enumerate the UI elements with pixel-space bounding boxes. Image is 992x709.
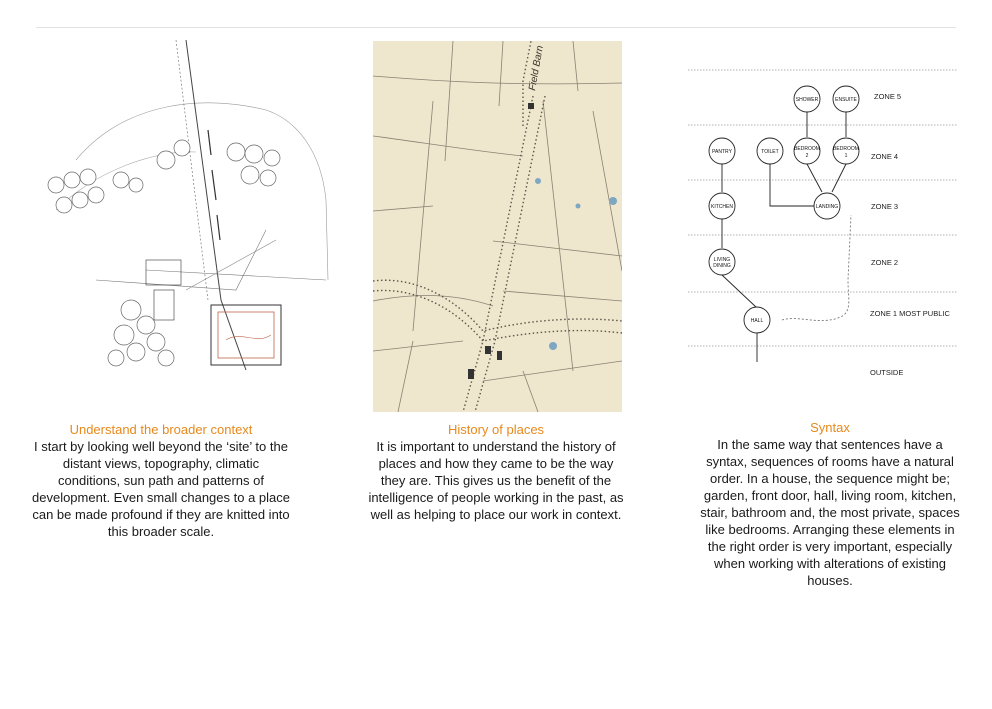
history-column <box>366 421 626 523</box>
history-heading: History of places <box>447 422 545 437</box>
syntax-column <box>700 419 960 589</box>
room-pantry: PANTRY <box>712 149 732 155</box>
zone-4-label: ZONE 4 <box>871 152 899 161</box>
syntax-heading: Syntax <box>810 420 850 435</box>
historical-map <box>373 41 622 412</box>
context-column <box>30 421 292 540</box>
context-body: I start by looking well beyond the ‘site’ to the distant views, topography, climatic conditions, sun path and patterns of development. Even small changes to a place can be made profound if they are knitted into this broader scale. <box>32 439 290 539</box>
outside-label: OUTSIDE <box>870 368 904 377</box>
history-body: It is important to understand the history of places and how they came to be the way they are. This gives us the benefit of the intelligence of people working in the past, as well as helping to place our work in context. <box>368 439 624 522</box>
zone-1-label: ZONE 1 MOST PUBLIC <box>870 309 950 318</box>
zone-3-label: ZONE 3 <box>871 202 899 211</box>
room-bedroom-1: BEDROOM <box>833 146 859 152</box>
site-plan-drawing <box>36 40 332 370</box>
room-ensuite: ENSUITE <box>835 97 857 103</box>
room-syntax-diagram <box>688 40 958 385</box>
room-kitchen: KITCHEN <box>711 204 733 210</box>
context-heading: Understand the broader context <box>69 422 253 437</box>
top-divider <box>36 27 956 28</box>
syntax-body: In the same way that sentences have a syntax, sequences of rooms have a natural order. In a house, the sequence might be; garden, front door, hall, living room, kitchen, stair, bathroom and, the most private, spaces like bedrooms. Arranging these elements in the right order is very important, especially when working with alterations of existing houses. <box>700 437 960 588</box>
room-dining: DINING <box>713 263 731 269</box>
zone-2-label: ZONE 2 <box>871 258 899 267</box>
room-living: LIVING <box>713 257 731 263</box>
room-landing: LANDING <box>815 204 839 210</box>
room-shower: SHOWER <box>795 97 819 103</box>
room-toilet: TOILET <box>761 149 779 155</box>
room-bedroom-2-number: 2 <box>805 153 809 159</box>
room-bedroom-2: BEDROOM <box>794 146 820 152</box>
zone-5-label: ZONE 5 <box>874 92 902 101</box>
room-bedroom-1-number: 1 <box>844 153 848 159</box>
room-hall: HALL <box>750 318 764 324</box>
map-label: Field Barn <box>527 44 546 92</box>
